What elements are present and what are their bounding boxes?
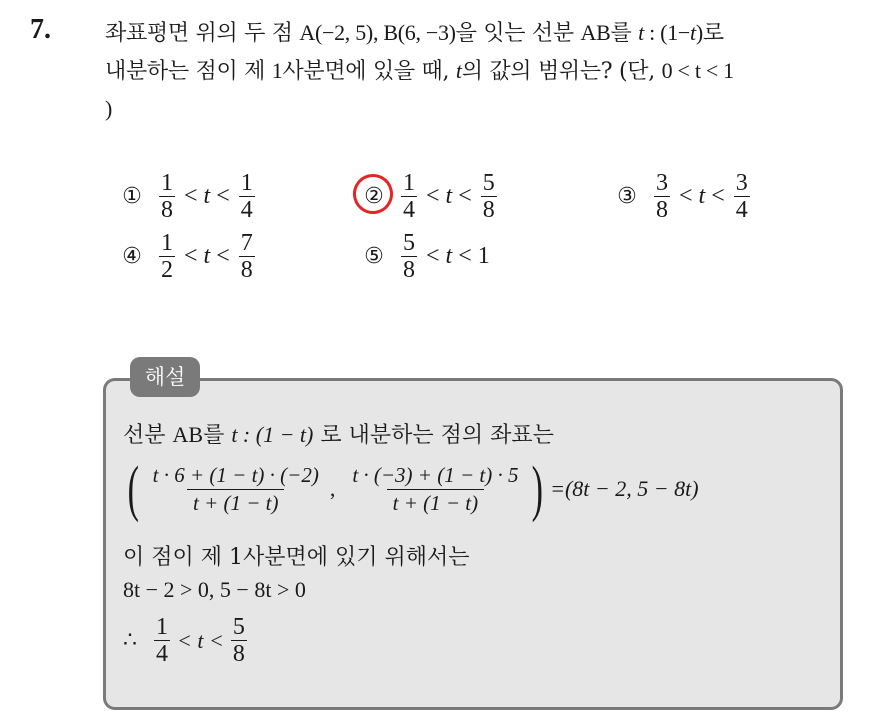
choice-5-left-fraction: $\frac{5}{8}$ — [403, 230, 415, 283]
choice-1-right-fraction: $\frac{1}{4}$ — [240, 170, 253, 223]
coord-result: =(8t − 2, 5 − 8t) — [550, 476, 699, 501]
choice-2-left-fraction: $\frac{1}{4}$ — [403, 170, 415, 223]
choice-4[interactable] — [120, 230, 258, 283]
choice-1-left-fraction: $\frac{1}{8}$ — [161, 170, 173, 223]
choice-5-right-value: 1 — [477, 243, 490, 269]
choice-1-inequality: < t < — [184, 183, 230, 209]
choice-4-inequality: < t < — [184, 243, 230, 269]
question-line-3: ) — [105, 96, 113, 121]
solution-line-1: 선분 AB를 t : (1 − t) 로 내분하는 점의 좌표는 — [123, 422, 554, 448]
choice-3-left-fraction: $\frac{3}{8}$ — [656, 170, 668, 223]
coord-x-fraction: $\frac{t \cdot 6 + (1 - t) \cdot (-2)}{t + (1 - t)}$ — [152, 462, 319, 515]
choice-4-mark: ④ — [122, 244, 142, 269]
choice-3-right-fraction: $\frac{3}{4}$ — [735, 170, 748, 223]
solution-answer: ∴ $\frac{1}{4}$ < t < $\frac{5}{8}$ — [123, 614, 245, 667]
choice-2[interactable] — [362, 170, 500, 223]
choice-2-inequality: < t < — [426, 183, 472, 209]
solution-line-3: 이 점이 제 1사분면에 있기 위해서는 — [123, 545, 470, 570]
choice-3-inequality: < t < — [679, 183, 725, 209]
red-circle-annotation — [349, 170, 398, 219]
question-line-1: 좌표평면 위의 두 점 A(−2, 5), B(6, −3)을 잇는 선분 AB를 t : (1−t)로 — [105, 20, 724, 46]
solution-line-4: 8t − 2 > 0, 5 − 8t > 0 — [123, 577, 306, 602]
question-line-2: 내분하는 점이 제 1사분면에 있을 때, t의 값의 범위는? (단, 0 < t < 1 — [105, 58, 734, 84]
choice-1-mark: ① — [122, 184, 142, 209]
choice-1[interactable] — [120, 170, 258, 223]
answer-right-fraction: $\frac{5}{8}$ — [232, 614, 245, 667]
solution-tag: 해설 — [130, 357, 200, 397]
choice-3-mark: ③ — [617, 184, 637, 209]
answer-left-fraction: $\frac{1}{4}$ — [156, 614, 168, 667]
choice-2-mark: ② — [362, 184, 386, 209]
choice-5[interactable] — [362, 230, 490, 283]
choice-2-right-fraction: $\frac{5}{8}$ — [482, 170, 495, 223]
choice-4-right-fraction: $\frac{7}{8}$ — [240, 230, 253, 283]
coord-y-fraction: $\frac{t \cdot (-3) + (1 - t) \cdot 5}{t + (1 - t)}$ — [352, 462, 519, 515]
choice-5-mark: ⑤ — [364, 244, 384, 269]
choice-5-inequality: < t < — [426, 243, 472, 269]
choice-4-left-fraction: $\frac{1}{2}$ — [161, 230, 173, 283]
choice-3[interactable] — [615, 170, 753, 223]
solution-coordinate-expression: ( $\frac{t \cdot 6 + (1 - t) \cdot (-2)}{t + (1 - t)}$ , $\frac{t \cdot (-3) + (1 - t) \cdot 5}{t + (1 - t)}$ ) =(8t − 2, 5 − 8t) — [127, 455, 699, 523]
problem-number: 7. — [30, 14, 51, 45]
question-text — [105, 14, 875, 128]
